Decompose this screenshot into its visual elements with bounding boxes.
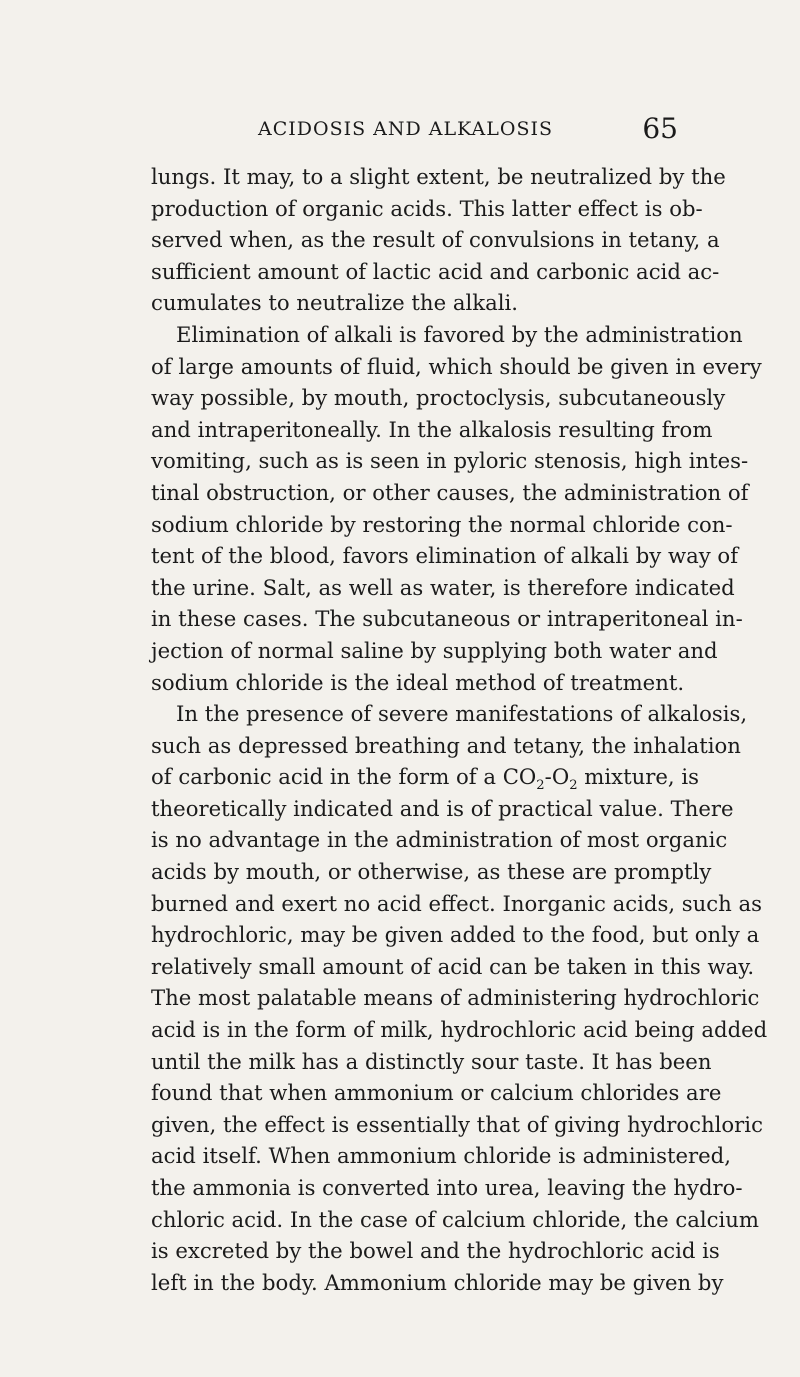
- text-line: the ammonia is converted into urea, leaving the hydro-: [151, 1175, 743, 1200]
- text-line: production of organic acids. This latter effect is ob-: [151, 195, 703, 221]
- running-head-title: ACIDOSIS AND ALKALOSIS: [258, 118, 553, 140]
- text-line: in these cases. The subcutaneous or intraperitoneal in-: [151, 606, 743, 632]
- text-line: tinal obstruction, or other causes, the administration of: [151, 479, 749, 505]
- text-line: of large amounts of fluid, which should be given in every: [151, 353, 762, 379]
- text-line: given, the effect is essentially that of giving hydrochloric: [151, 1111, 763, 1137]
- line-segment: mixture, is: [577, 764, 700, 790]
- text-line: acid is in the form of milk, hydrochloric acid being added: [151, 1017, 768, 1043]
- text-line: theoretically indicated and is of practical value. There: [151, 795, 734, 821]
- text-line: is no advantage in the administration of most organic: [151, 827, 728, 853]
- text-line: acids by mouth, or otherwise, as these are promptly: [151, 859, 712, 885]
- text-line: cumulates to neutralize the alkali.: [151, 290, 519, 316]
- text-line: lungs. It may, to a slight extent, be neutralized by the: [151, 164, 726, 189]
- text-line: hydrochloric, may be given added to the food, but only a: [151, 922, 760, 948]
- text-line-formula: [151, 761, 700, 794]
- paragraph-first-line: Elimination of alkali is favored by the administration: [176, 321, 743, 347]
- text-line: jection of normal saline by supplying both water and: [151, 637, 718, 663]
- text-line: sufficient amount of lactic acid and carbonic acid ac-: [151, 258, 720, 284]
- text-line: sodium chloride is the ideal method of treatment.: [151, 669, 685, 695]
- text-line: burned and exert no acid effect. Inorganic acids, such as: [151, 890, 763, 916]
- text-line: found that when ammonium or calcium chlorides are: [151, 1080, 722, 1106]
- text-line: served when, as the result of convulsions in tetany, a: [151, 227, 720, 253]
- subscript: 2: [569, 778, 578, 794]
- text-line: way possible, by mouth, proctoclysis, subcutaneously: [151, 385, 726, 411]
- text-line: tent of the blood, favors elimination of alkali by way of: [151, 543, 739, 569]
- text-line: left in the body. Ammonium chloride may be given by: [151, 1269, 724, 1295]
- text-line: relatively small amount of acid can be taken in this way.: [151, 953, 755, 979]
- text-line: vomiting, such as is seen in pyloric stenosis, high intes-: [151, 448, 749, 474]
- line-segment: -O: [544, 764, 570, 790]
- text-line: and intraperitoneally. In the alkalosis resulting from: [151, 416, 713, 442]
- text-line: acid itself. When ammonium chloride is administered,: [151, 1143, 731, 1169]
- page-number: 65: [642, 112, 678, 145]
- text-line: is excreted by the bowel and the hydrochloric acid is: [151, 1238, 720, 1264]
- text-line: such as depressed breathing and tetany, the inhalation: [151, 732, 741, 758]
- paragraph-first-line: In the presence of severe manifestations of alkalosis,: [176, 701, 748, 727]
- text-line: sodium chloride by restoring the normal chloride con-: [151, 511, 733, 537]
- text-line: The most palatable means of administering hydrochloric: [151, 985, 760, 1011]
- text-line: until the milk has a distinctly sour taste. It has been: [151, 1048, 712, 1074]
- subscript: 2: [536, 778, 545, 794]
- text-line: the urine. Salt, as well as water, is therefore indicated: [151, 574, 735, 600]
- line-segment: of carbonic acid in the form of a CO: [151, 764, 537, 790]
- running-head: [258, 112, 678, 152]
- text-line: chloric acid. In the case of calcium chloride, the calcium: [151, 1206, 760, 1232]
- body-text: [151, 161, 768, 1298]
